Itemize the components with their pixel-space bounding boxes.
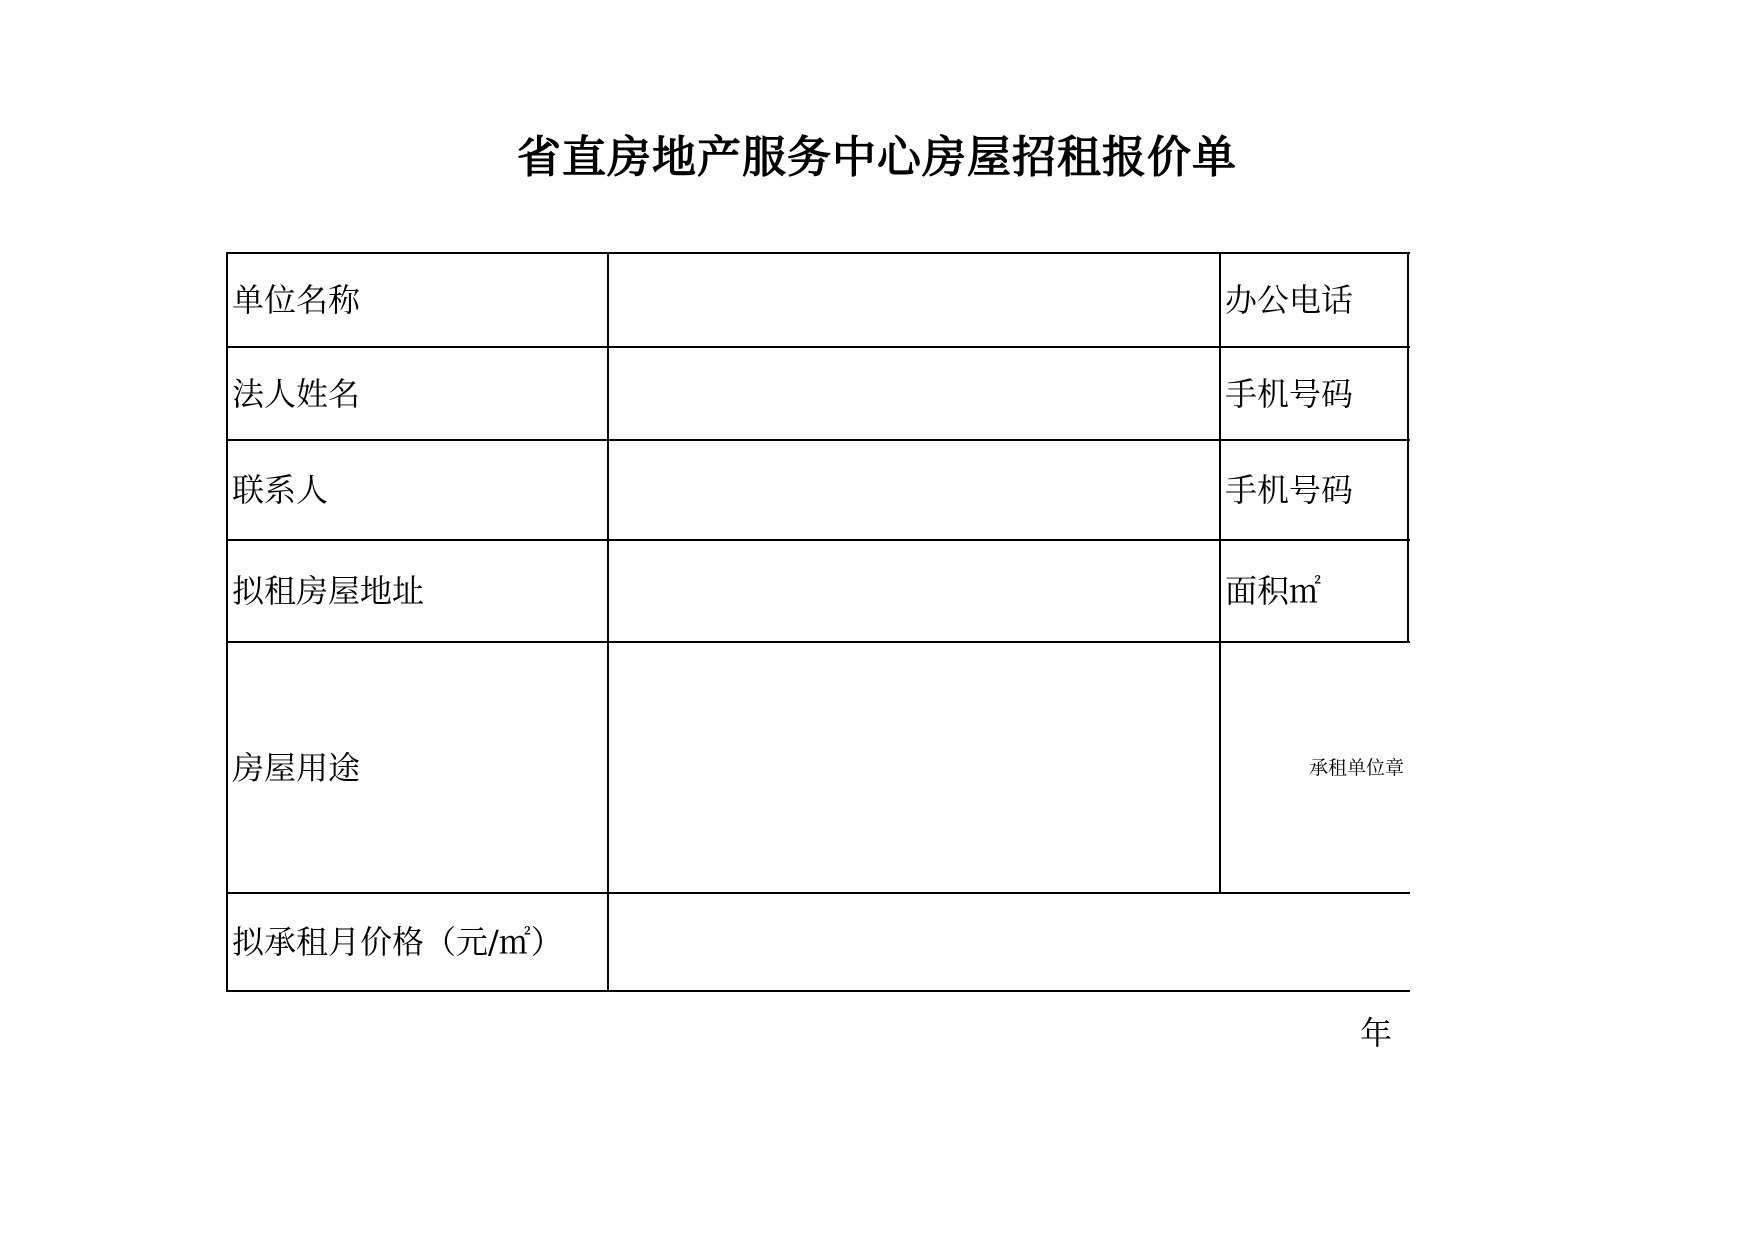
label-contact-mobile: 手机号码 (1225, 471, 1354, 509)
column-divider (1407, 252, 1409, 643)
signature-date-year: 年 (1360, 1014, 1393, 1052)
table-left-border (226, 252, 228, 992)
label-property-address: 拟租房屋地址 (232, 572, 425, 610)
quote-form-table (226, 252, 1410, 994)
label-office-phone: 办公电话 (1225, 281, 1354, 319)
label-legal-rep-name: 法人姓名 (232, 374, 361, 413)
row-divider (226, 641, 1410, 643)
label-contact-person: 联系人 (232, 471, 329, 509)
table-bottom-border (226, 990, 1410, 992)
column-divider (607, 252, 609, 992)
label-monthly-rent-price: 拟承租月价格（元/㎡） (232, 923, 563, 961)
column-divider (1219, 252, 1221, 894)
label-mobile-number: 手机号码 (1225, 374, 1354, 413)
label-unit-name: 单位名称 (232, 281, 361, 319)
page-title: 省直房地产服务中心房屋招租报价单 (517, 132, 1237, 183)
label-tenant-seal: 承租单位章 (1309, 756, 1405, 779)
label-area: 面积㎡ (1225, 572, 1322, 610)
label-property-use: 房屋用途 (232, 748, 361, 787)
